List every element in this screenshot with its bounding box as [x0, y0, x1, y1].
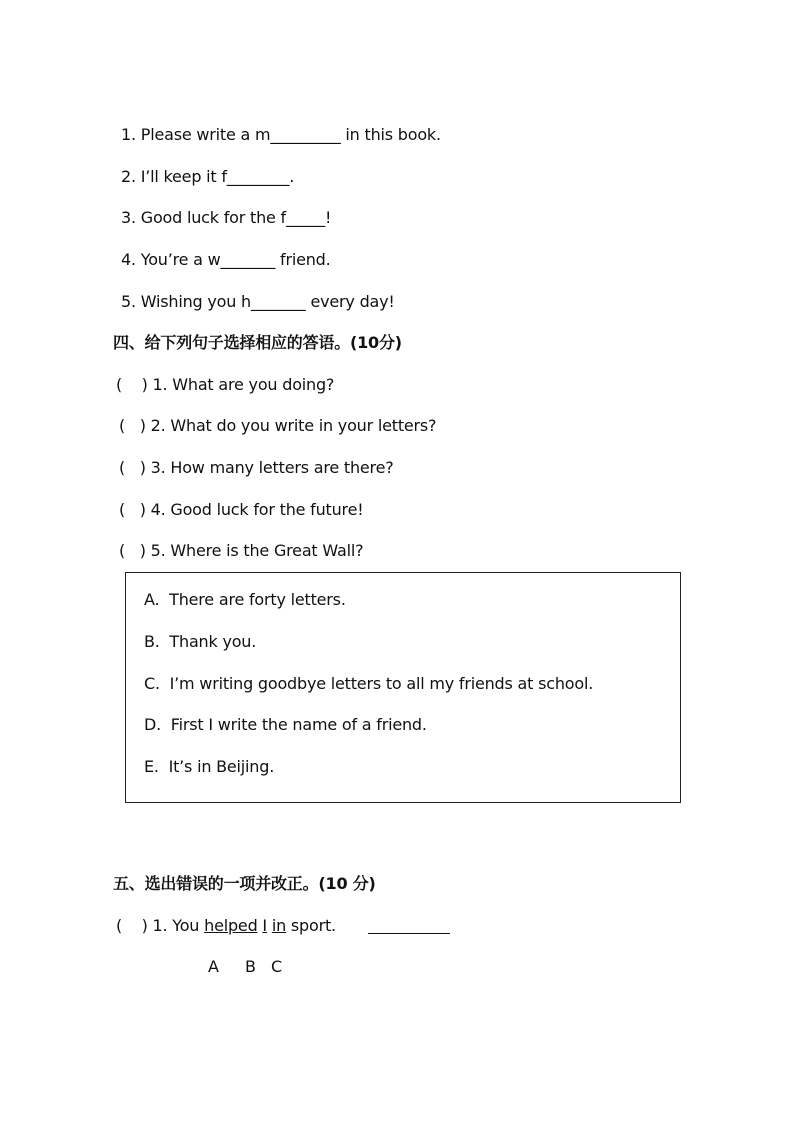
underlined-word-c: in — [271, 916, 287, 935]
match-question-1: ( ) 1. What are you doing? — [116, 375, 335, 394]
question-suffix: sport. — [286, 916, 336, 935]
option-b: B. Thank you. — [144, 632, 257, 651]
option-c: C. I’m writing goodbye letters to all my friends at school. — [144, 674, 594, 693]
label-b: B — [245, 957, 256, 976]
error-question-1 — [116, 916, 336, 936]
option-a: A. There are forty letters. — [144, 590, 346, 609]
fill-item-2: 2. I’ll keep it f________. — [121, 167, 295, 186]
label-a: A — [208, 957, 219, 976]
underlined-word-a: helped — [204, 916, 258, 935]
question-prefix: ( ) 1. You — [116, 916, 205, 935]
answer-options-box — [125, 572, 681, 803]
option-d: D. First I write the name of a friend. — [144, 715, 427, 734]
fill-item-1: 1. Please write a m_________ in this book. — [121, 125, 441, 144]
section-4-heading: 四、给下列句子选择相应的答语。(10分) — [113, 333, 402, 352]
match-question-5: ( ) 5. Where is the Great Wall? — [119, 541, 364, 560]
option-e: E. It’s in Beijing. — [144, 757, 275, 776]
fill-item-5: 5. Wishing you h_______ every day! — [121, 292, 395, 311]
section-5-heading: 五、选出错误的一项并改正。(10 分) — [113, 874, 376, 893]
match-question-2: ( ) 2. What do you write in your letters? — [119, 416, 437, 435]
label-c: C — [271, 957, 282, 976]
match-question-4: ( ) 4. Good luck for the future! — [119, 500, 364, 519]
underlined-word-b: I — [262, 916, 267, 935]
fill-item-4: 4. You’re a w_______ friend. — [121, 250, 331, 269]
fill-item-3: 3. Good luck for the f_____! — [121, 208, 332, 227]
correction-blank[interactable] — [368, 933, 450, 934]
match-question-3: ( ) 3. How many letters are there? — [119, 458, 394, 477]
